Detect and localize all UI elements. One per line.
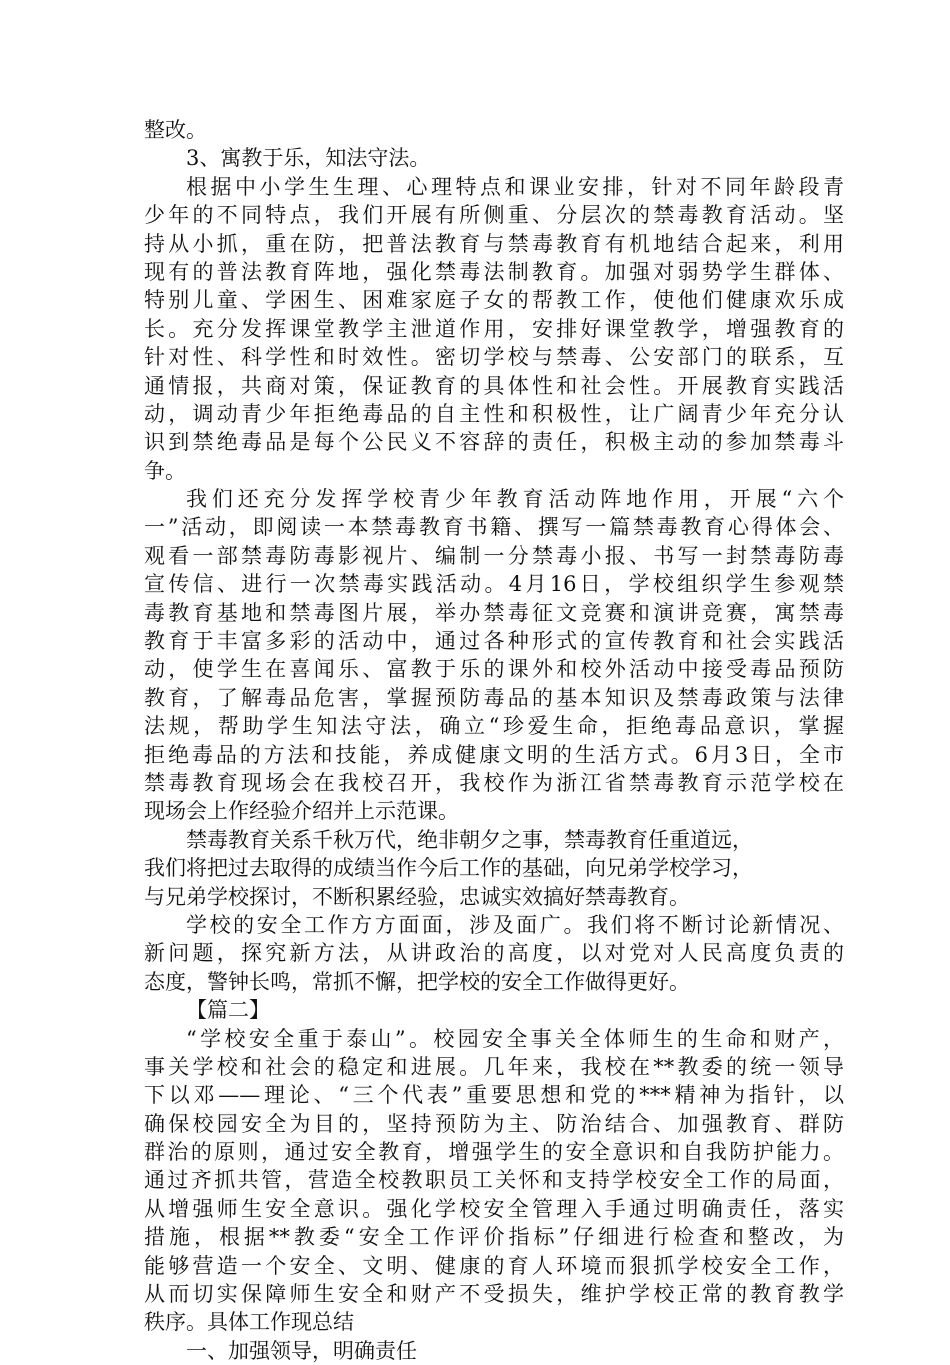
text-line: 通过齐抓共管，营造全校教职员工关怀和支持学校安全工作的局面， — [144, 1168, 844, 1193]
text-line: 特别儿童、学困生、困难家庭子女的帮教工作，使他们健康欢乐成 — [144, 288, 844, 313]
text-line: 秩序。具体工作现总结 — [144, 1310, 354, 1335]
text-line: 长。充分发挥课堂教学主泄道作用，安排好课堂教学，增强教育的 — [144, 316, 844, 341]
text-line: 针对性、科学性和时效性。密切学校与禁毒、公安部门的联系，互 — [144, 345, 844, 370]
text-line: 持从小抓，重在防，把普法教育与禁毒教育有机地结合起来，利用 — [144, 231, 844, 256]
text-line: 态度，警钟长鸣，常抓不懈，把学校的安全工作做得更好。 — [144, 969, 690, 994]
text-line: 争。 — [144, 458, 186, 483]
text-line: 一、加强领导，明确责任 — [186, 1338, 417, 1363]
text-line: 整改。 — [144, 118, 207, 142]
document-body — [144, 116, 844, 1365]
text-line: 确保校园安全为目的，坚持预防为主、防治结合、加强教育、群防 — [144, 1111, 844, 1136]
text-line: 法规，帮助学生知法守法，确立“珍爱生命，拒绝毒品意识，掌握 — [144, 714, 844, 739]
text-line: 根据中小学生生理、心理特点和课业安排，针对不同年龄段青 — [186, 174, 844, 199]
text-line: 识到禁绝毒品是每个公民义不容辞的责任，积极主动的参加禁毒斗 — [144, 430, 844, 455]
text-line: 禁毒教育现场会在我校召开，我校作为浙江省禁毒教育示范学校在 — [144, 770, 844, 795]
text-line: 3、寓教于乐，知法守法。 — [186, 146, 431, 171]
text-line: 从增强师生安全意识。强化学校安全管理入手通过明确责任，落实 — [144, 1196, 844, 1221]
text-line: 与兄弟学校探讨，不断积累经验，忠诚实效搞好禁毒教育。 — [144, 884, 690, 909]
text-line: 动，使学生在喜闻乐、富教于乐的课外和校外活动中接受毒品预防 — [144, 657, 844, 682]
text-line: 事关学校和社会的稳定和进展。几年来，我校在**教委的统一领导 — [144, 1054, 844, 1079]
text-line: 我们还充分发挥学校青少年教育活动阵地作用，开展“六个 — [186, 487, 844, 512]
text-line: 学校的安全工作方方面面，涉及面广。我们将不断讨论新情况、 — [186, 912, 844, 937]
text-line: 新问题，探究新方法，从讲政治的高度，以对党对人民高度负责的 — [144, 941, 844, 966]
text-line: 现场会上作经验介绍并上示范课。 — [144, 799, 459, 824]
text-line: 通情报，共商对策，保证教育的具体性和社会性。开展教育实践活 — [144, 373, 844, 398]
text-line: 观看一部禁毒防毒影视片、编制一分禁毒小报、书写一封禁毒防毒 — [144, 543, 844, 568]
text-line: 拒绝毒品的方法和技能，养成健康文明的生活方式。6月3日，全市 — [144, 742, 844, 767]
text-line: 群治的原则，通过安全教育，增强学生的安全意识和自我防护能力。 — [144, 1140, 844, 1165]
text-line: 一”活动，即阅读一本禁毒教育书籍、撰写一篇禁毒教育心得体会、 — [144, 515, 844, 540]
text-line: 教育，了解毒品危害，掌握预防毒品的基本知识及禁毒政策与法律 — [144, 685, 844, 710]
text-line: 【篇二】 — [186, 998, 270, 1023]
text-line: 我们将把过去取得的成绩当作今后工作的基础，向兄弟学校学习， — [144, 856, 753, 881]
text-line: 毒教育基地和禁毒图片展，举办禁毒征文竞赛和演讲竞赛，寓禁毒 — [144, 600, 844, 625]
text-line: 宣传信、进行一次禁毒实践活动。4月16日，学校组织学生参观禁 — [144, 572, 844, 597]
text-line: 现有的普法教育阵地，强化禁毒法制教育。加强对弱势学生群体、 — [144, 259, 844, 284]
text-line: 动，调动青少年拒绝毒品的自主性和积极性，让广阔青少年充分认 — [144, 401, 844, 426]
text-line: 从而切实保障师生安全和财产不受损失，维护学校正常的教育教学 — [144, 1282, 844, 1307]
text-line: “学校安全重于泰山”。校园安全事关全体师生的生命和财产， — [186, 1026, 844, 1051]
text-line: 措施，根据**教委“安全工作评价指标”仔细进行检查和整改，为 — [144, 1225, 844, 1250]
text-line: 下以邓——理论、“三个代表”重要思想和党的***精神为指针，以 — [144, 1083, 844, 1108]
text-line: 教育于丰富多彩的活动中，通过各种形式的宣传教育和社会实践活 — [144, 629, 844, 654]
text-line: 少年的不同特点，我们开展有所侧重、分层次的禁毒教育活动。坚 — [144, 203, 844, 228]
text-line: 能够营造一个安全、文明、健康的育人环境而狠抓学校安全工作， — [144, 1253, 844, 1278]
text-line: 禁毒教育关系千秋万代，绝非朝夕之事，禁毒教育任重道远， — [186, 827, 753, 852]
